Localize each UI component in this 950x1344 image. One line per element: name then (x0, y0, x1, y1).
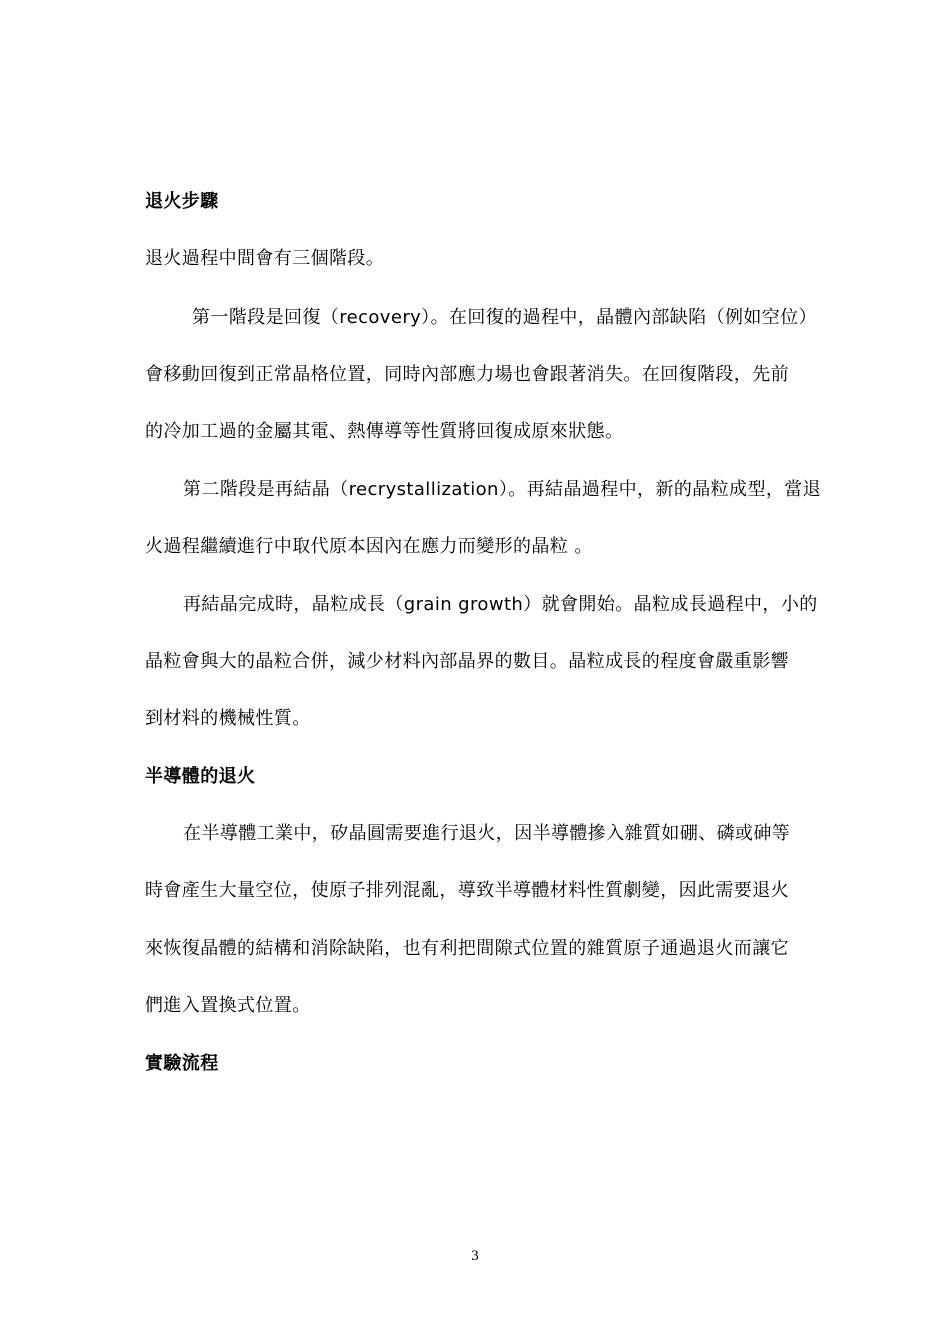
section-heading-semiconductor-annealing: 半導體的退火 (145, 766, 256, 787)
semiconductor-line-1: 在半導體工業中，矽晶圓需要進行退火，因半導體摻入雜質如硼、磷或砷等 (183, 823, 791, 844)
stage2-line-2: 火過程繼續進行中取代原本因內在應力而變形的晶粒 。 (145, 536, 593, 557)
section-heading-annealing-steps: 退火步驟 (145, 191, 219, 212)
section-heading-experiment-procedure: 實驗流程 (145, 1053, 219, 1074)
annealing-intro-text: 退火過程中間會有三個階段。 (145, 248, 385, 269)
semiconductor-line-2: 時會產生大量空位，使原子排列混亂，導致半導體材料性質劇變，因此需要退火 (145, 880, 789, 901)
page-number: 3 (471, 1248, 479, 1264)
semiconductor-line-4: 們進入置換式位置。 (145, 995, 311, 1016)
stage1-line-2: 會移動回復到正常晶格位置，同時內部應力場也會跟著消失。在回復階段，先前 (145, 364, 789, 385)
stage3-line-2: 晶粒會與大的晶粒合併，減少材料內部晶界的數目。晶粒成長的程度會嚴重影響 (145, 651, 789, 672)
stage2-line-1: 第二階段是再結晶（recrystallization）。再結晶過程中，新的晶粒成型，當退 (183, 479, 822, 500)
stage3-line-3: 到材料的機械性質。 (145, 708, 311, 729)
semiconductor-line-3: 來恢復晶體的結構和消除缺陷，也有利把間隙式位置的雜質原子通過退火而讓它 (145, 938, 789, 959)
stage1-line-3: 的冷加工過的金屬其電、熱傳導等性質將回復成原來狀態。 (145, 421, 624, 442)
stage3-line-1: 再結晶完成時，晶粒成長（grain growth）就會開始。晶粒成長過程中，小的 (183, 594, 818, 615)
stage1-line-1: 第一階段是回復（recovery）。在回復的過程中，晶體內部缺陷（例如空位） (192, 307, 817, 328)
